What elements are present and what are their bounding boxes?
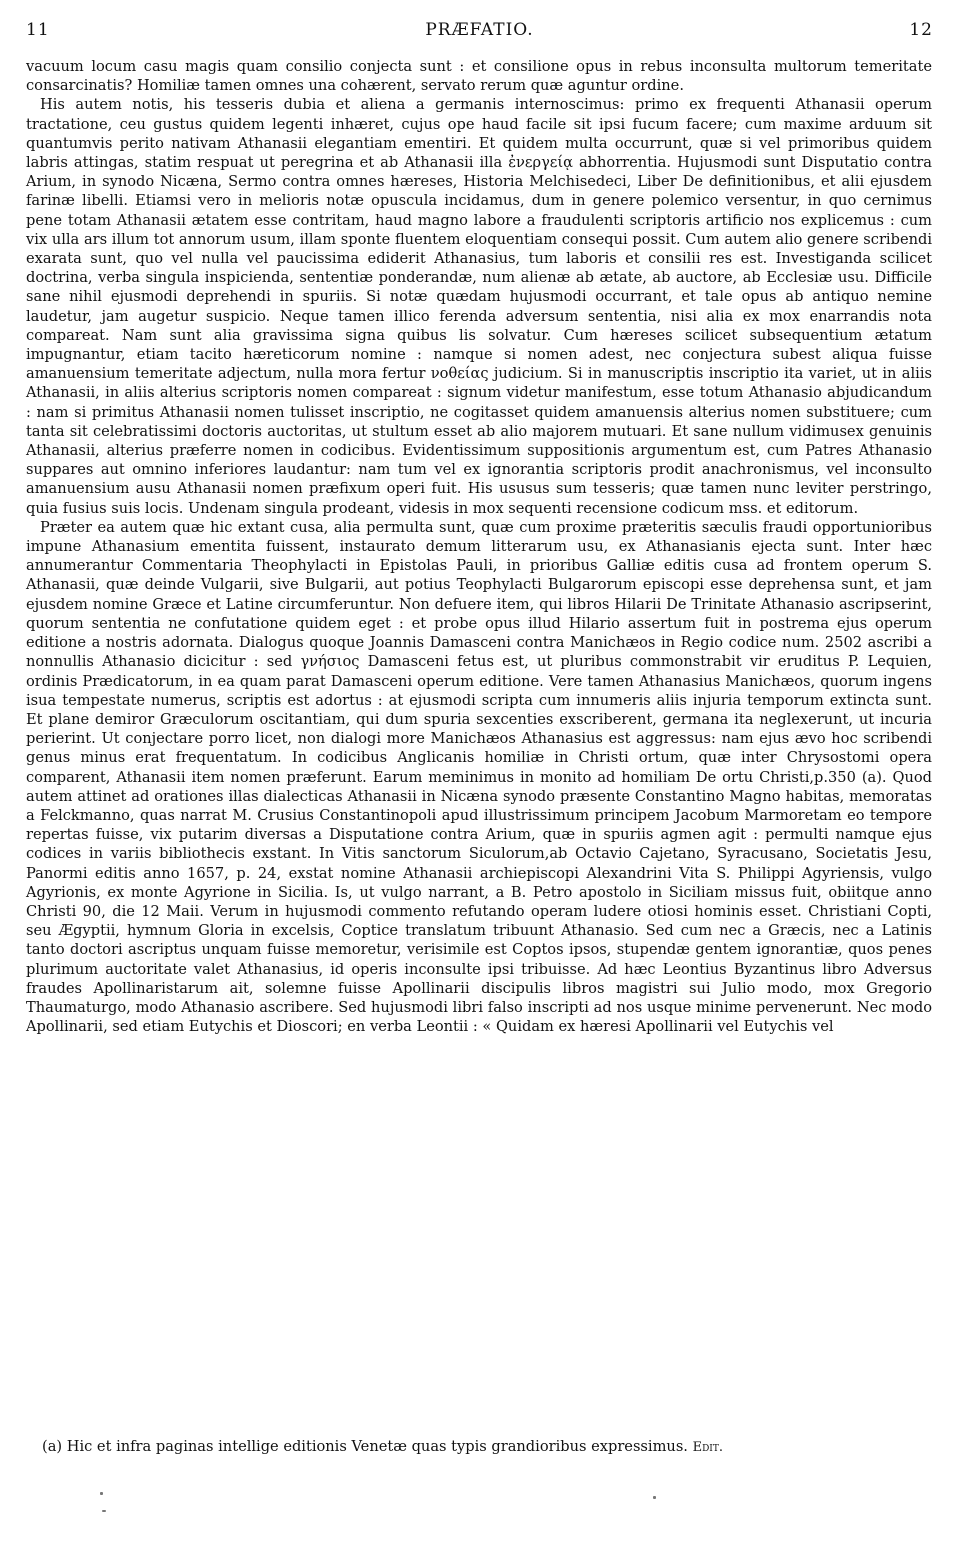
footnote: [42, 1437, 922, 1458]
scan-speck: [653, 1496, 656, 1499]
paragraph-praeter: Præter ea autem quæ hic extant cusa, alia permulta sunt, quæ cum proxime præteritis sæculis fraudi opportunioribus impune Athanasium ementita fuissent, instaurato demum litterarum usu, ex Athanasianis ejecta sunt. Inter hæc annumerantur Commentaria Theophylacti in Epistolas Pauli, in prioribus Galliæ editis cusa ad frontem operum S. Athanasii, quæ deinde Vulgarii, sive Bulgarii, aut potius Teophylacti Bulgarorum episcopi esse deprehensa sunt, et jam ejusdem nomine Græce et Latine circumferuntur. Non defuere item, qui libros Hilarii De Trinitate Athanasio ascripserint, quorum sententia ne confutatione quidem eget : et probe opus illud Hilario assertum fuit in postrema ejus operum editione a nostris adornata. Dialogus quoque Joannis Damasceni contra Manichæos in Regio codice num. 2502 ascribi a nonnullis Athanasio dicicitur : sed γνήσιος Damasceni fetus est, ut pluribus commonstrabit vir eruditus P. Lequien, ordinis Prædicatorum, in ea quam parat Damasceni operum editione. Vere tamen Athanasius Manichæos, quorum ingens isua tempestate numerus, scriptis est adortus : at ejusmodi scripta cum innumeris aliis injuria temporum extincta sunt. Et plane demiror Græculorum oscitantiam, qui dum spuria sexcenties exscriberent, germana ita neglexerunt, ut incuria perierint. Ut conjectare porro licet, non dialogi more Manichæos Athanasius est aggressus: nam ejus ævo hoc scribendi genus minus erat frequentatum. In codicibus Anglicanis homiliæ in Christi ortum, quæ inter Chrysostomi opera comparent, Athanasii item nomen præferunt. Earum meminimus in monito ad homiliam De ortu Christi,p.350 (a). Quod autem attinet ad orationes illas dialecticas Athanasii in Nicæna synodo præsente Constantino Magno habitas, memoratas a Felckmanno, quas narrat M. Crusius Constantinopoli apud illustrissimum principem Jacobum Marmoretam eo tempore repertas fuisse, vix putarim diversas a Disputatione contra Arium, quæ in spuriis agmen agit : permulti namque ejus codices in variis bibliothecis exstant. In Vitis sanctorum Siculorum,ab Octavio Cajetano, Syracusano, Societatis Jesu, Panormi editis anno 1657, p. 24, exstat nomine Athanasii archiepiscopi Alexandrini Vita S. Philippi Agyriensis, vulgo Agyrionis, ex monte Agyrione in Sicilia. Is, ut vulgo narrant, a B. Petro apostolo in Siciliam missus fuit, obiitque anno Christi 90, die 12 Maii. Verum in hujusmodi commento refutando operam ludere otiosi hominis esset. Christiani Copti, seu Ægyptii, hymnum Gloria in excelsis, Coptice translatum tribuunt Athanasio. Sed cum nec a Græcis, nec a Latinis tanto doctori ascriptus unquam fuisse memoretur, verisimile est Coptos ipsos, stupendæ gentem ignorantiæ, quos penes plurimum auctoritate valet Athanasius, id operis inconsulte ipsi tribuisse. Ad hæc Leontius Byzantinus libro Adversus fraudes Apollinaristarum ait, solemne fuisse Apollinarii discipulis libros magistri sui Julio modo, mox Gregorio Thaumaturgo, modo Athanasio ascribere. Sed hujusmodi libri falso inscripti ad nos usque minime pervenerunt. Nec modo Apollinarii, sed etiam Eutychis et Dioscori; en verba Leontii : « Quidam ex hæresi Apollinarii vel Eutychis vel: [26, 518, 932, 1036]
paragraph-tesseris: His autem notis, his tesseris dubia et aliena a germanis internoscimus: primo ex frequenti Athanasii operum tractatione, ceu gustus quidem legenti inhæret, cujus ope haud facile sit ipsi fucum facere; cum maxime arduum sit quantumvis perito nativam Athanasii elegantiam ementiri. Et quidem multa occurrunt, quæ si vel primoribus quidem labris attingas, statim respuat ut peregrina et ab Athanasii illa ἐνεργείᾳ abhorrentia. Hujusmodi sunt Disputatio contra Arium, in synodo Nicæna, Sermo contra omnes hæreses, Historia Melchisedeci, Liber De definitionibus, et alii ejusdem farinæ libelli. Etiamsi vero in melioris notæ opuscula incidamus, dum in genere polemico versentur, in quo cernimus pene totam Athanasii ætatem esse contritam, haud magno labore a fraudulenti scriptoris artificio nos explicemus : cum vix ulla ars illum tot annorum usum, illam sponte fluentem eloquentiam consequi possit. Cum autem alio genere scribendi exarata sunt, quo vel nulla vel paucissima ediderit Athanasius, tum laboris et consilii res est. Investiganda scilicet doctrina, verba singula inspicienda, sententiæ ponderandæ, num alienæ ab ætate, ab auctore, ab Ecclesiæ usu. Difficile sane nihil ejusmodi deprehendi in spuriis. Si notæ quædam hujusmodi occurrant, et tale opus ab antiquo nemine laudetur, jam augetur suspicio. Neque tamen illico ferenda adversum sententia, nisi alia ex mox enarrandis nota compareat. Nam sunt alia gravissima signa quibus lis solvatur. Cum hæreses scilicet subsequentium ætatum impugnantur, etiam tacito hæreticorum nomine : namque si nomen adest, nec conjectura subest aliqua fuisse amanuensium temeritate adjectum, nulla mora fertur νοθείας judicium. Si in manuscriptis inscriptio ita variet, ut in aliis Athanasii, in aliis alterius scriptoris nomen compareat : signum videtur manifestum, esse totum Athanasio abjudicandum : nam si primitus Athanasii nomen tulisset inscriptio, ne cogitasset quidem amanuensis alterius nomen substituere; cum tanta sit celebratissimi doctoris auctoritas, ut stultum esset ab alio majorem mutuari. Et sane nullum vidimusex genuinis Athanasii, alterius præferre nomen in codicibus. Evidentissimum suppositionis argumentum est, cum Patres Athanasio suppares aut omnino inferiores laudantur: nam tum vel ex ignorantia scriptoris prodit anachronismus, vel inconsulto amanuensium ausu Athanasii nomen præfixum operi fuit. His ususus sum tesseris; quæ tamen nunc leviter perstringo, quia fusius suis locis. Undenam singula prodeant, videsis in mox sequenti recensione codicum mss. et editorum.: [26, 96, 932, 517]
running-title: PRÆFATIO.: [425, 20, 534, 40]
footnote-editor-mark: Edit.: [692, 1440, 723, 1455]
page-header: [26, 20, 933, 44]
footnote-text: (a) Hic et infra paginas intellige editionis Venetæ quas typis grandioribus expressimus.: [42, 1438, 688, 1455]
scan-specks: [90, 1488, 690, 1528]
page-number-right: 12: [909, 20, 933, 40]
paragraph-continuation: vacuum locum casu magis quam consilio conjecta sunt : et consilione opus in rebus inconsulta multorum temeritate consarcinatis? Homiliæ tamen omnes una cohærent, servato rerum quæ aguntur ordine.: [26, 58, 932, 95]
page-number-left: 11: [26, 20, 50, 40]
scan-speck: [100, 1492, 103, 1495]
body-text: [26, 57, 932, 1036]
scan-speck: [102, 1510, 106, 1512]
